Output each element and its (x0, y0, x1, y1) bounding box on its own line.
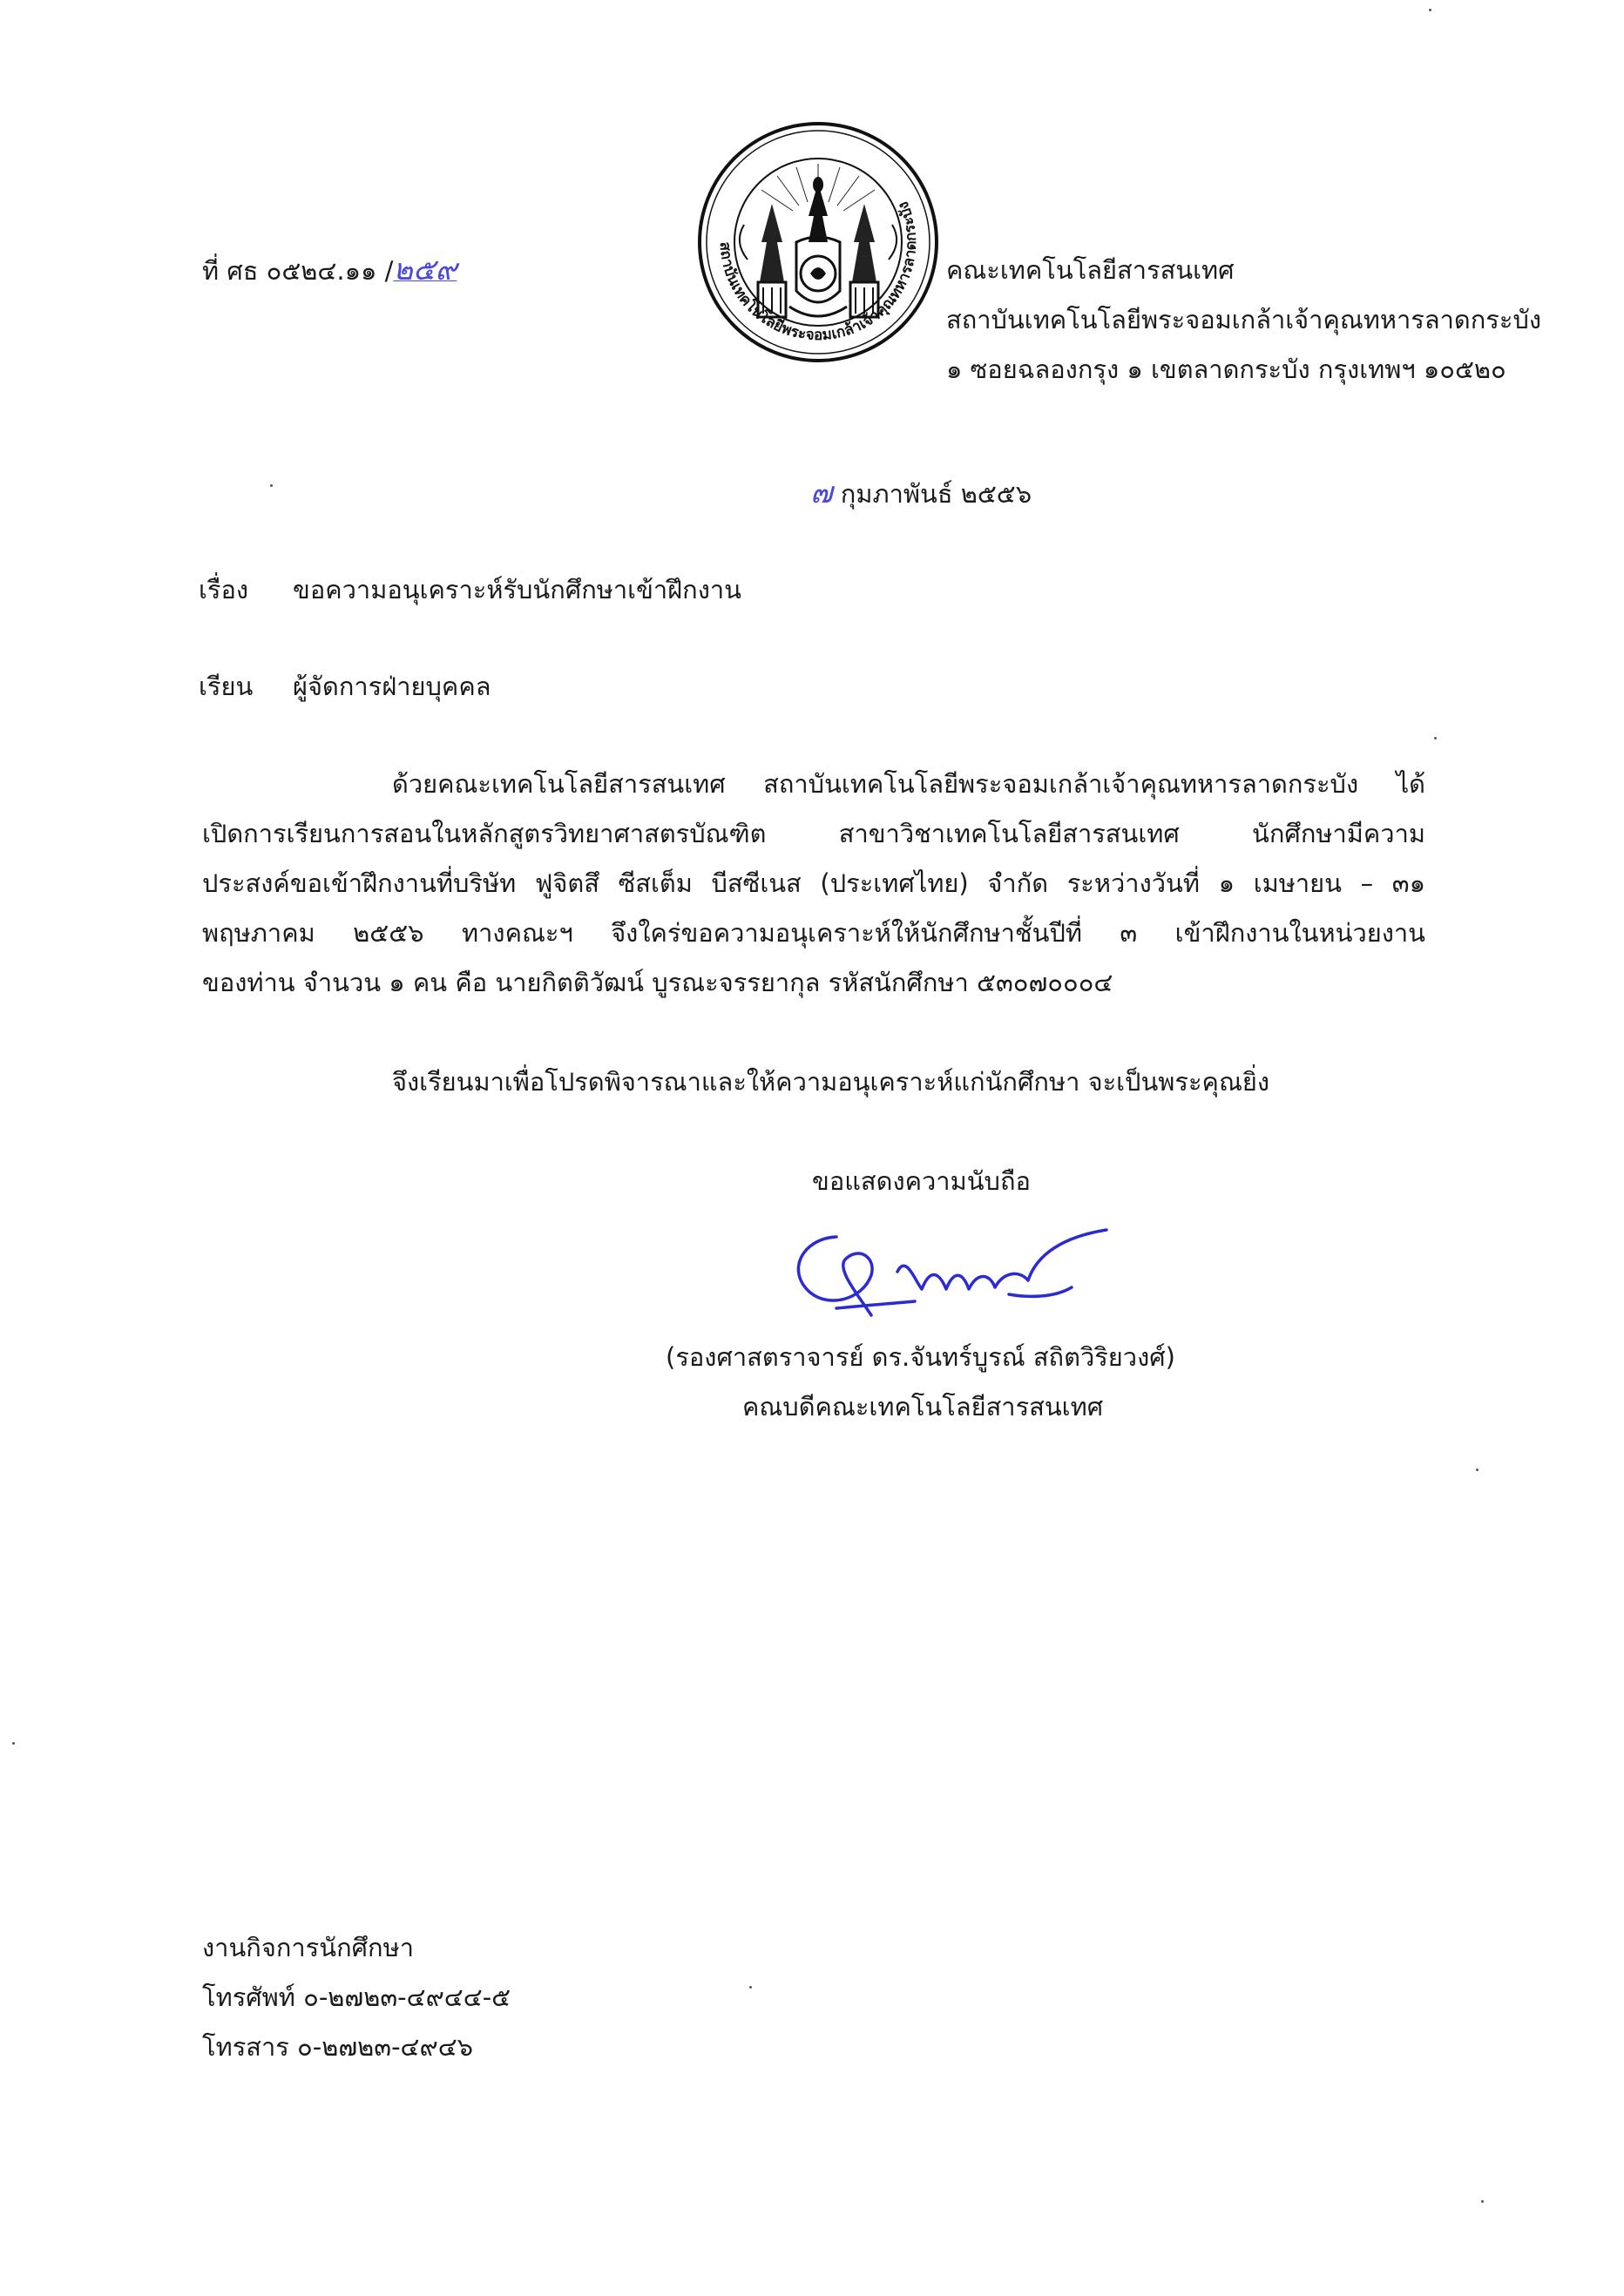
signature (775, 1219, 1124, 1324)
subject-text: ขอความอนุเคราะห์รับนักศึกษาเข้าฝึกงาน (293, 575, 742, 604)
sender-institute: สถาบันเทคโนโลยีพระจอมเกล้าเจ้าคุณทหารลาดกระบัง (946, 305, 1542, 334)
signatory-position: คณบดีคณะเทคโนโลยีสารสนเทศ (742, 1392, 1104, 1421)
recipient-label: เรียน (199, 672, 254, 701)
signature-scribble (775, 1219, 1124, 1324)
institution-seal (692, 120, 944, 364)
sender-faculty: คณะเทคโนโลยีสารสนเทศ (946, 255, 1235, 285)
scan-speck (1481, 2200, 1484, 2203)
reference-number (202, 253, 457, 288)
scan-speck (1476, 1469, 1479, 1471)
date-month-year: กุมภาพันธ์ ๒๕๕๖ (840, 479, 1032, 509)
scan-speck (1434, 737, 1437, 739)
seal-ring-text: สถาบันเทคโนโลยีพระจอมเกล้าเจ้าคุณทหารลาดกระบัง (715, 199, 921, 345)
scan-speck (12, 1742, 15, 1745)
footer-fax: โทรสาร ๐-๒๗๒๓-๔๙๔๖ (202, 2032, 474, 2062)
sender-address: ๑ ซอยฉลองกรุง ๑ เขตลาดกระบัง กรุงเทพฯ ๑๐๕๒๐ (946, 355, 1506, 384)
body-line: ด้วยคณะเทคโนโลยีสารสนเทศ สถาบันเทคโนโลยีพระจอมเกล้าเจ้าคุณทหารลาดกระบัง ได้ (392, 769, 1425, 799)
seal-emblem-icon (692, 120, 944, 364)
body-line: เปิดการเรียนการสอนในหลักสูตรวิทยาศาสตรบัณฑิต สาขาวิชาเทคโนโลยีสารสนเทศ นักศึกษามีความ (202, 819, 1425, 848)
scan-speck (1429, 9, 1431, 11)
signatory-name: (รองศาสตราจารย์ ดร.จันทร์บูรณ์ สถิตวิริยวงศ์) (666, 1342, 1175, 1372)
subject-label: เรื่อง (199, 575, 249, 604)
body-line: พฤษภาคม ๒๕๕๖ ทางคณะฯ จึงใคร่ขอความอนุเคราะห์ให้นักศึกษาชั้นปีที่ ๓ เข้าฝึกงานในหน่วยงาน (202, 918, 1425, 948)
reference-handwritten-number: ๒๕๙ (393, 253, 457, 287)
date-handwritten-day: ๗ (810, 476, 833, 510)
scan-speck (749, 1986, 752, 1989)
footer-office: งานกิจการนักศึกษา (202, 1933, 414, 1962)
reference-prefix: ที่ ศธ ๐๕๒๔.๑๑ / (202, 256, 394, 286)
scan-speck (270, 484, 273, 487)
closing-salutation: ขอแสดงความนับถือ (812, 1166, 1031, 1196)
body-closing-paragraph: จึงเรียนมาเพื่อโปรดพิจารณาและให้ความอนุเคราะห์แก่นักศึกษา จะเป็นพระคุณยิ่ง (392, 1067, 1270, 1097)
letter-date (810, 476, 1032, 511)
footer-phone: โทรศัพท์ ๐-๒๗๒๓-๔๙๔๔-๕ (202, 1982, 511, 2012)
body-line: ของท่าน จำนวน ๑ คน คือ นายกิตติวัฒน์ บูรณะจรรยากุล รหัสนักศึกษา ๕๓๐๗๐๐๐๔ (202, 968, 1113, 997)
body-line: ประสงค์ขอเข้าฝึกงานที่บริษัท ฟูจิตสึ ซีสเต็ม บีสซีเนส (ประเทศไทย) จำกัด ระหว่างวันที่ ๑ เมษายน – ๓๑ (202, 868, 1425, 898)
recipient-text: ผู้จัดการฝ่ายบุคคล (293, 672, 491, 701)
